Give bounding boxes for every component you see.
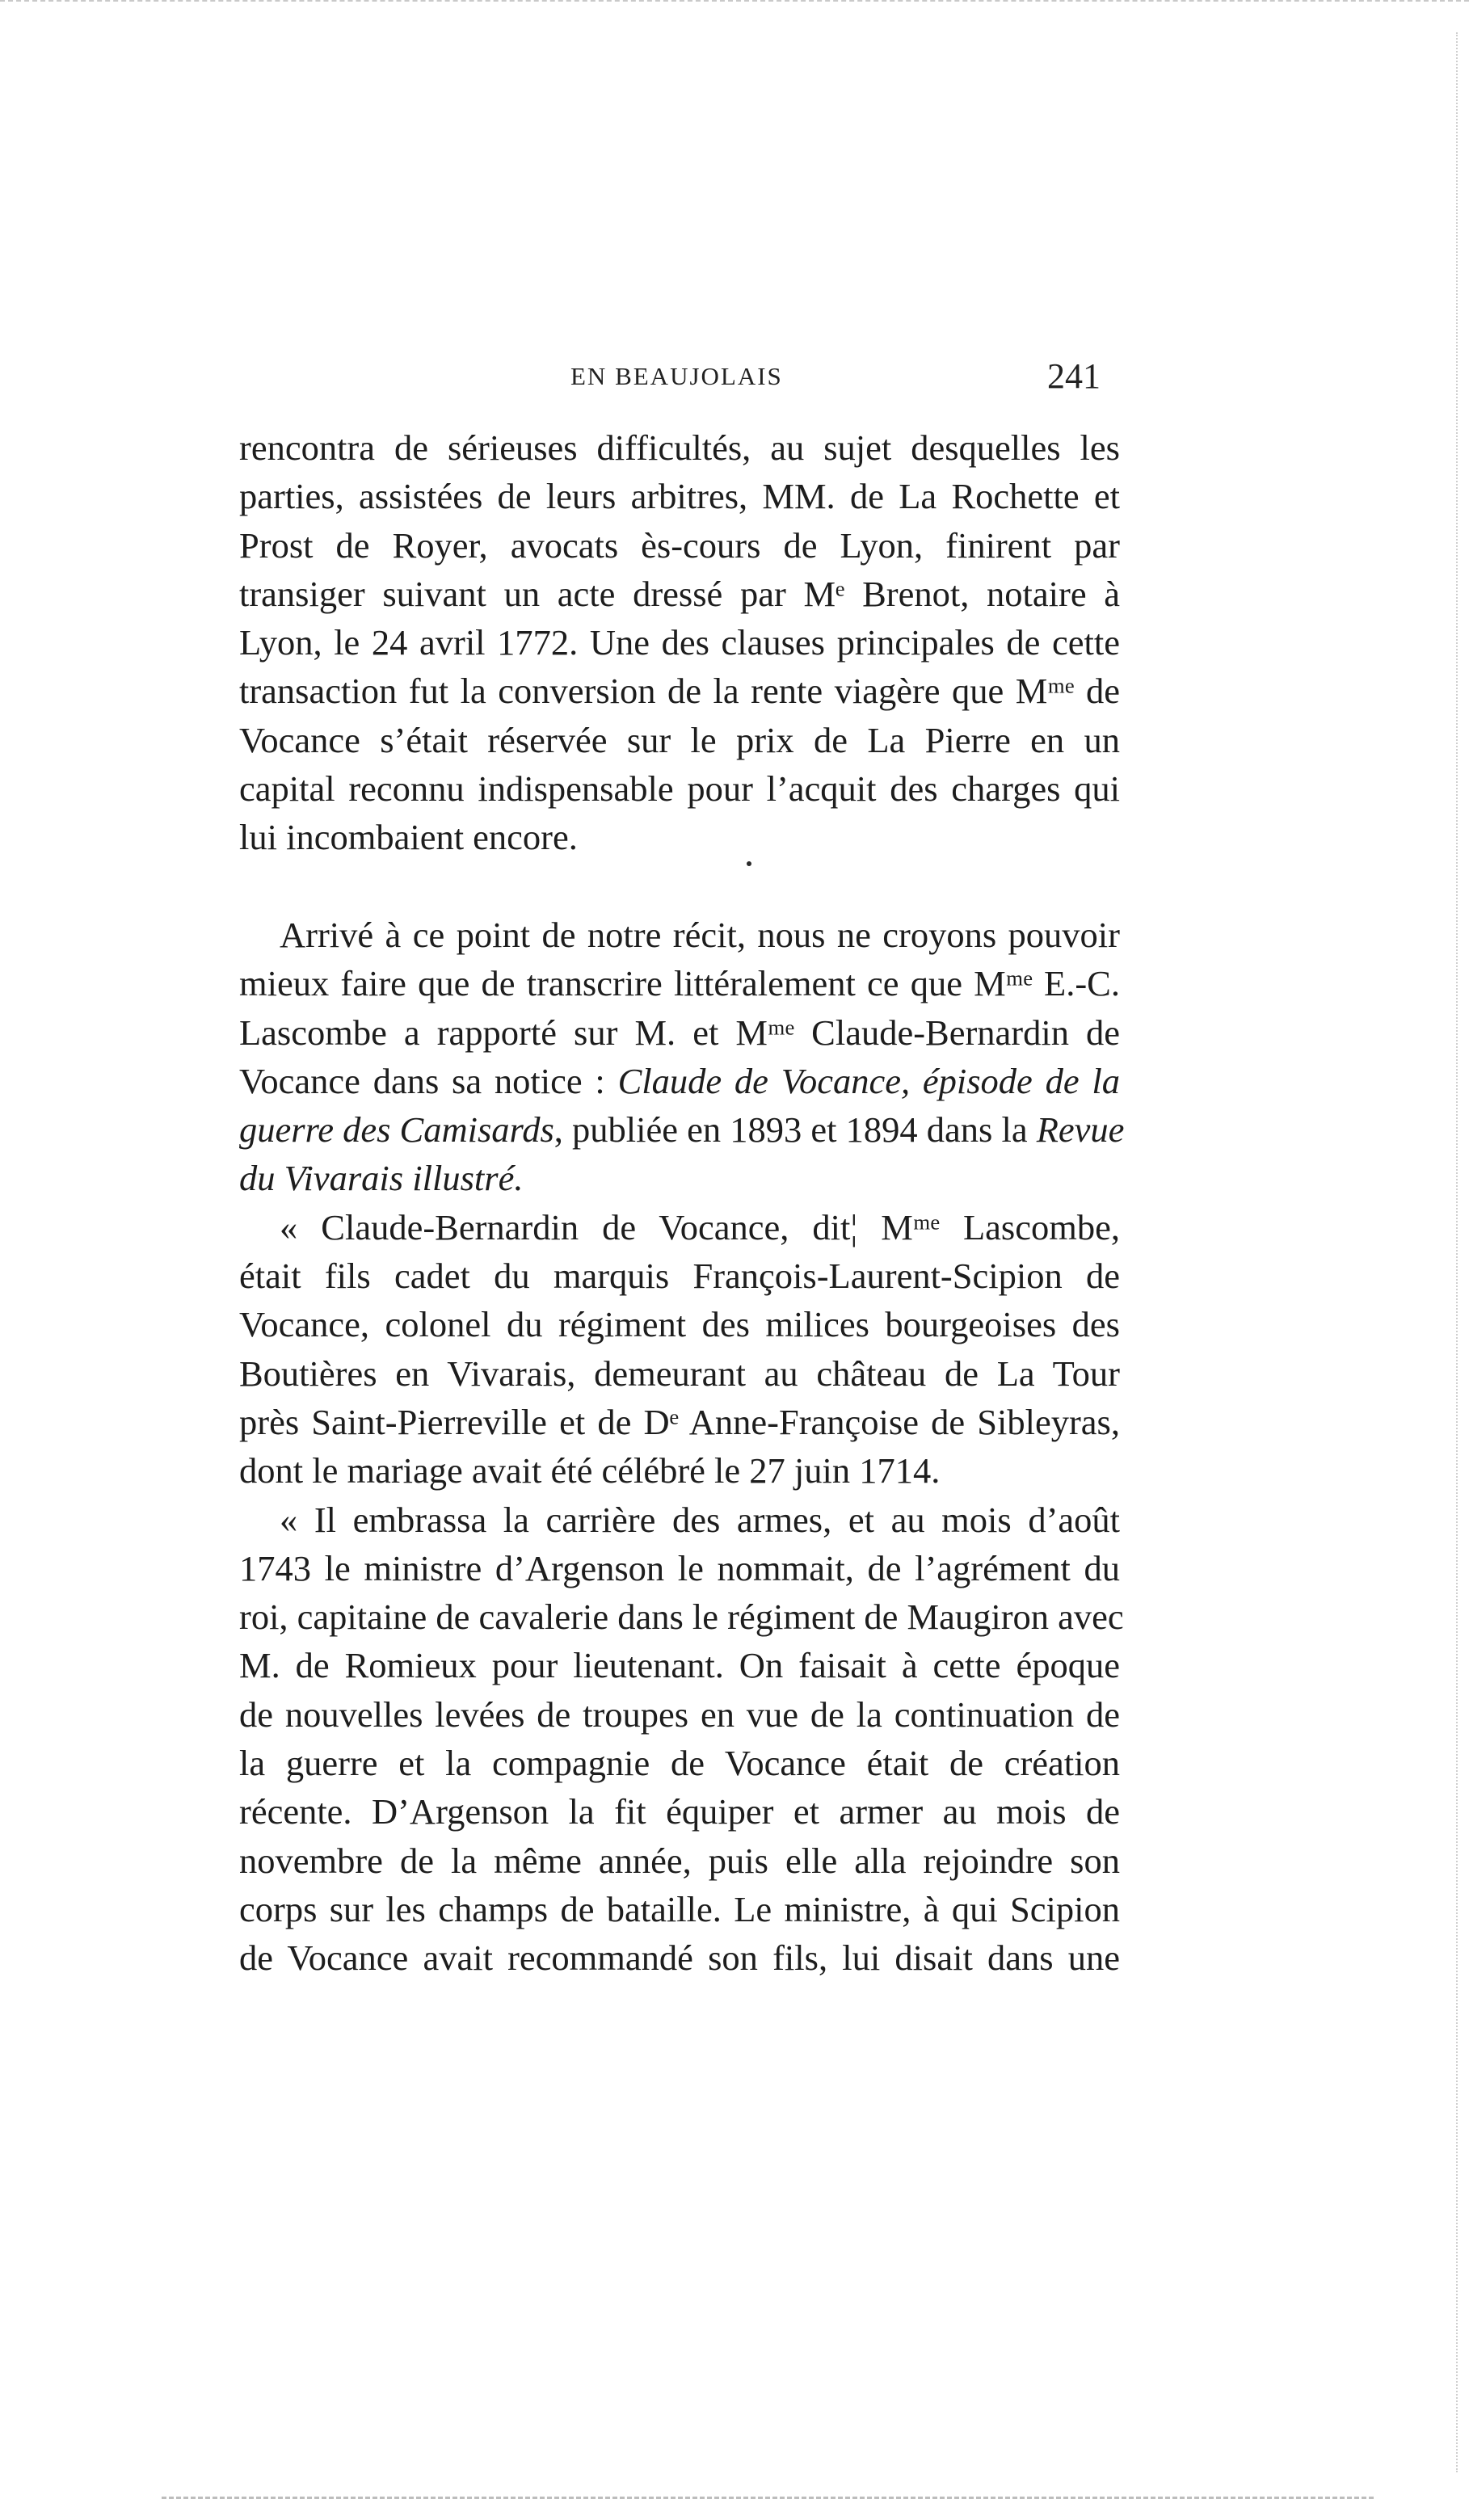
text-run: Vocance dans sa notice : bbox=[239, 1060, 618, 1101]
scan-edge-bottom bbox=[162, 2495, 1374, 2499]
text-line: roi, capitaine de cavalerie dans le régiment de Maugiron avec bbox=[239, 1597, 1124, 1638]
text-line: de Vocance avait recommandé son fils, lui disait dans une bbox=[239, 1937, 1120, 1979]
text-line: récente. D’Argenson la fit équiper et armer au mois de bbox=[239, 1791, 1120, 1832]
italic-journal: Revue bbox=[1036, 1109, 1125, 1151]
section-break bbox=[239, 862, 1120, 911]
scan-edge-top bbox=[0, 0, 1469, 5]
text-line: « Claude-Bernardin de Vocance, dit¦ Mᵐᵉ Lascombe, bbox=[280, 1206, 1120, 1247]
text-line: était fils cadet du marquis François-Laurent-Scipion de bbox=[239, 1256, 1120, 1297]
text-line: transiger suivant un acte dressé par Mᵉ Brenot, notaire à bbox=[239, 573, 1120, 614]
text-line: de nouvelles levées de troupes en vue de la continuation de bbox=[239, 1693, 1120, 1735]
text-line bbox=[239, 1105, 1125, 1154]
text-line bbox=[239, 1057, 1120, 1105]
running-head: EN BEAUJOLAIS bbox=[570, 362, 783, 390]
text-line: Lascombe a rapporté sur M. et Mᵐᵉ Claude-Bernardin de bbox=[239, 1012, 1120, 1053]
italic-title: Claude de Vocance, épisode de la bbox=[617, 1060, 1120, 1101]
text-line: Boutières en Vivarais, demeurant au château de La Tour bbox=[239, 1353, 1120, 1394]
text-line: rencontra de sérieuses difficultés, au sujet desquelles les bbox=[239, 427, 1120, 468]
text-line: M. de Romieux pour lieutenant. On faisait à cette époque bbox=[239, 1645, 1120, 1686]
text-run: , publiée en 1893 et 1894 dans la bbox=[554, 1109, 1037, 1151]
body-text bbox=[239, 423, 1125, 1983]
text-line: lui incombaient encore. bbox=[239, 817, 578, 858]
text-line: parties, assistées de leurs arbitres, MM. de La Rochette et bbox=[239, 476, 1120, 517]
text-line: Arrivé à ce point de notre récit, nous ne croyons pouvoir bbox=[280, 914, 1120, 955]
text-line: Vocance s’était réservée sur le prix de La Pierre en un bbox=[239, 719, 1120, 760]
text-line: novembre de la même année, puis elle alla rejoindre son bbox=[239, 1840, 1120, 1881]
text-line: près Saint-Pierreville et de Dᵉ Anne-Françoise de Sibleyras, bbox=[239, 1401, 1120, 1442]
text-line: transaction fut la conversion de la rente viagère que Mᵐᵉ de bbox=[239, 671, 1120, 712]
text-line: « Il embrassa la carrière des armes, et au mois d’août bbox=[280, 1499, 1120, 1540]
scan-edge-right bbox=[1454, 32, 1458, 2472]
text-line: Prost de Royer, avocats ès-cours de Lyon, finirent par bbox=[239, 524, 1120, 566]
italic-title: guerre des Camisards bbox=[239, 1109, 554, 1151]
text-line: Lyon, le 24 avril 1772. Une des clauses principales de cette bbox=[239, 622, 1120, 663]
text-line bbox=[239, 1154, 1120, 1202]
text-line: dont le mariage avait été célébré le 27 juin 1714. bbox=[239, 1450, 941, 1491]
page-number: 241 bbox=[1047, 356, 1101, 396]
text-line: corps sur les champs de bataille. Le ministre, à qui Scipion bbox=[239, 1888, 1120, 1929]
text-line: capital reconnu indispensable pour l’acquit des charges qui bbox=[239, 768, 1120, 810]
italic-journal: du Vivarais illustré. bbox=[239, 1158, 524, 1199]
text-line: mieux faire que de transcrire littéralement ce que Mᵐᵉ E.-C. bbox=[239, 963, 1120, 1004]
text-line: la guerre et la compagnie de Vocance était de création bbox=[239, 1743, 1120, 1784]
text-line: 1743 le ministre d’Argenson le nommait, de l’agrément du bbox=[239, 1547, 1120, 1588]
text-line: Vocance, colonel du régiment des milices bourgeoises des bbox=[239, 1304, 1120, 1345]
